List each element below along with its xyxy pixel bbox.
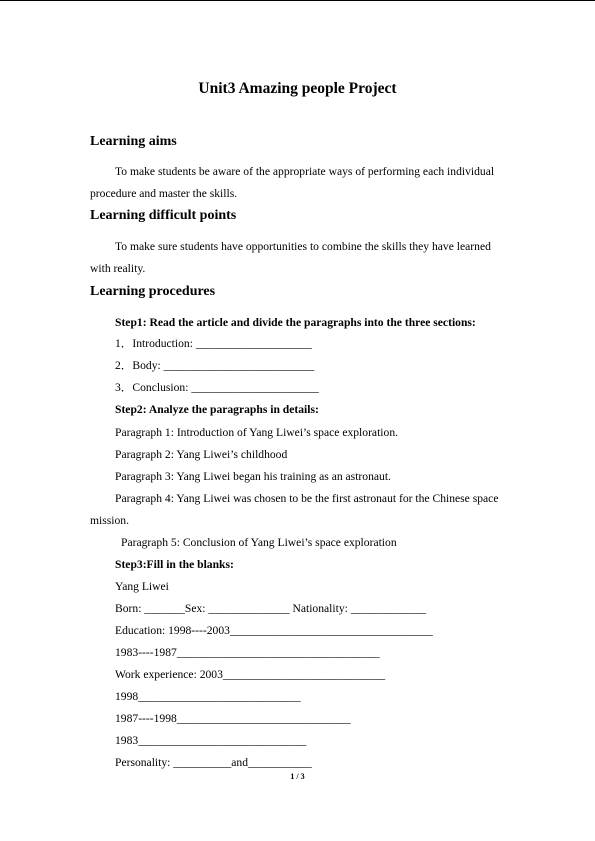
learning-aims-heading: Learning aims — [90, 134, 177, 149]
step3-1983-line: 1983_____________________________ — [115, 734, 307, 747]
step3-born-line: Born: _______Sex: ______________ Nationality: _____________ — [115, 602, 427, 615]
step3-work-experience-line: Work experience: 2003____________________________ — [115, 668, 386, 681]
step2-paragraph4-line1: Paragraph 4: Yang Liwei was chosen to be the first astronaut for the Chinese space — [115, 492, 499, 505]
learning-aims-text-line1: To make students be aware of the appropriate ways of performing each individual — [115, 165, 495, 178]
step3-1983-1987-line: 1983----1987___________________________________ — [115, 646, 380, 659]
step1-item-conclusion: 3．Conclusion: ______________________ — [115, 381, 319, 394]
step1-item-introduction: 1．Introduction: ____________________ — [115, 337, 312, 350]
difficult-points-text-line1: To make sure students have opportunities to combine the skills they have learned — [115, 240, 491, 253]
difficult-points-heading: Learning difficult points — [90, 208, 237, 223]
top-rule — [0, 0, 595, 1]
step2-paragraph5: Paragraph 5: Conclusion of Yang Liwei’s space exploration — [121, 536, 397, 549]
step1-item-body: 2．Body: __________________________ — [115, 359, 315, 372]
step3-1998-line: 1998____________________________ — [115, 690, 301, 703]
step2-paragraph4-line2: mission. — [90, 514, 129, 527]
step2-paragraph3: Paragraph 3: Yang Liwei began his training as an astronaut. — [115, 470, 391, 483]
step3-personality-line: Personality: __________and___________ — [115, 756, 312, 769]
document-title: Unit3 Amazing people Project — [198, 80, 397, 97]
learning-aims-text-line2: procedure and master the skills. — [90, 187, 238, 200]
step3-name: Yang Liwei — [115, 580, 169, 593]
difficult-points-text-line2: with reality. — [90, 262, 146, 275]
step2-title: Step2: Analyze the paragraphs in details: — [115, 403, 319, 416]
step2-paragraph2: Paragraph 2: Yang Liwei’s childhood — [115, 448, 288, 461]
learning-procedures-heading: Learning procedures — [90, 284, 216, 299]
step3-1987-1998-line: 1987----1998______________________________ — [115, 712, 351, 725]
step3-education-line: Education: 1998----2003___________________________________ — [115, 624, 433, 637]
page-number: 1 / 3 — [290, 772, 305, 781]
step2-paragraph1: Paragraph 1: Introduction of Yang Liwei’s space exploration. — [115, 426, 399, 439]
step1-title: Step1: Read the article and divide the paragraphs into the three sections: — [115, 316, 476, 329]
step3-title: Step3:Fill in the blanks: — [115, 558, 234, 571]
